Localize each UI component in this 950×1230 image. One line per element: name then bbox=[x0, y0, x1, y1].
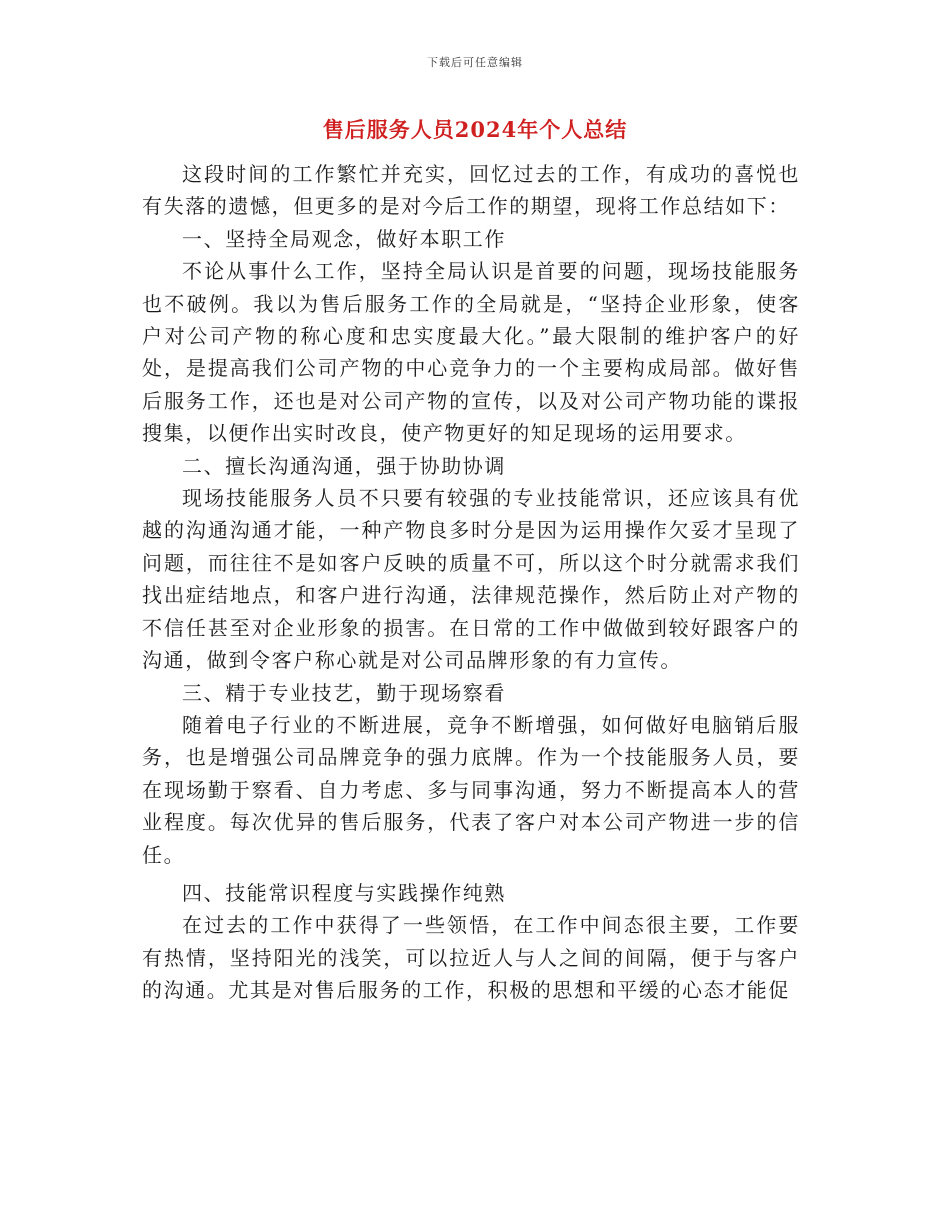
section-heading-4: 四、技能常识程度与实践操作纯熟 bbox=[182, 880, 506, 905]
section-2-paragraph: 现场技能服务人员不只要有较强的专业技能常识，还应该具有优越的沟通沟通才能，一种产物良多时分是因为运用操作欠妥才呈现了问题，而往往不是如客户反映的质量不可，所以这个时分就需求我们找出症结地点，和客户进行沟通，法律规范操作，然后防止对产物的不信任甚至对企业形象的损害。在日常的工作中做做到较好跟客户的沟通，做到令客户称心就是对公司品牌形象的有力宣传。 bbox=[142, 486, 800, 673]
section-heading-2: 二、擅长沟通沟通，强于协助协调 bbox=[182, 453, 506, 478]
section-4-paragraph: 在过去的工作中获得了一些领悟，在工作中间态很主要，工作要有热情，坚持阳光的浅笑，可以拉近人与人之间的间隔，便于与客户的沟通。尤其是对售后服务的工作，积极的思想和平缓的心态才能促 bbox=[142, 913, 800, 1003]
intro-paragraph: 这段时间的工作繁忙并充实，回忆过去的工作，有成功的喜悦也有失落的遗憾，但更多的是对今后工作的期望，现将工作总结如下： bbox=[142, 162, 800, 219]
section-1-paragraph: 不论从事什么工作，坚持全局认识是首要的问题，现场技能服务也不破例。我以为售后服务工作的全局就是，“坚持企业形象，使客户对公司产物的称心度和忠实度最大化。”最大限制的维护客户的好处，是提高我们公司产物的中心竞争力的一个主要构成局部。做好售后服务工作，还也是对公司产物的宣传，以及对公司产物功能的谍报搜集，以便作出实时改良，使产物更好的知足现场的运用要求。 bbox=[142, 259, 800, 446]
section-heading-1: 一、坚持全局观念，做好本职工作 bbox=[182, 226, 506, 251]
header-note: 下载后可任意编辑 bbox=[427, 56, 523, 69]
document-body bbox=[142, 158, 800, 1007]
document-title: 售后服务人员2024年个人总结 bbox=[322, 117, 628, 142]
section-3-paragraph: 随着电子行业的不断进展，竞争不断增强，如何做好电脑销后服务，也是增强公司品牌竞争的强力底牌。作为一个技能服务人员，要在现场勤于察看、自力考虑、多与同事沟通，努力不断提高本人的营业程度。每次优异的售后服务，代表了客户对本公司产物进一步的信任。 bbox=[142, 712, 800, 867]
section-heading-3: 三、精于专业技艺，勤于现场察看 bbox=[182, 680, 506, 705]
